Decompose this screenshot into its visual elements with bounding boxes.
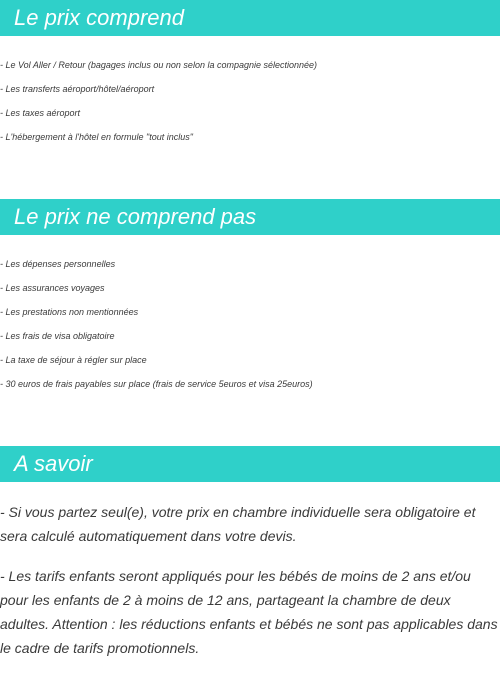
list-item: - Les assurances voyages — [0, 283, 105, 293]
list-item: - Les prestations non mentionnées — [0, 307, 139, 317]
section-header-includes — [0, 0, 500, 36]
list-item: - Les frais de visa obligatoire — [0, 331, 115, 341]
list-item: - Les taxes aéroport — [0, 108, 81, 118]
section-title-includes: Le prix comprend — [14, 5, 184, 30]
list-item: - Le Vol Aller / Retour (bagages inclus ou non selon la compagnie sélectionnée) — [0, 60, 318, 70]
list-item: - 30 euros de frais payables sur place (frais de service 5euros et visa 25euros) — [0, 379, 313, 389]
info-paragraph: - Les tarifs enfants seront appliqués pour les bébés de moins de 2 ans et/ou pour les enfants de 2 à moins de 12 ans, partageant la chambre de deux adultes. Attention : les réductions enfants et bébés ne sont pas applicables dans le cadre de tarifs promotionnels. — [0, 568, 498, 656]
info-paragraph: - Si vous partez seul(e), votre prix en chambre individuelle sera obligatoire et sera calculé automatiquement dans votre devis. — [0, 504, 476, 544]
section-header-excludes — [0, 199, 500, 235]
excludes-list — [0, 252, 500, 396]
section-header-good-to-know — [0, 446, 500, 482]
good-to-know-text — [0, 500, 500, 660]
list-item: - L'hébergement à l'hôtel en formule "tout inclus" — [0, 132, 193, 142]
list-item: - Les transferts aéroport/hôtel/aéroport — [0, 84, 155, 94]
list-item: - La taxe de séjour à régler sur place — [0, 355, 147, 365]
section-title-good-to-know: A savoir — [14, 451, 93, 476]
list-item: - Les dépenses personnelles — [0, 259, 116, 269]
includes-list — [0, 53, 500, 149]
section-title-excludes: Le prix ne comprend pas — [14, 204, 257, 229]
